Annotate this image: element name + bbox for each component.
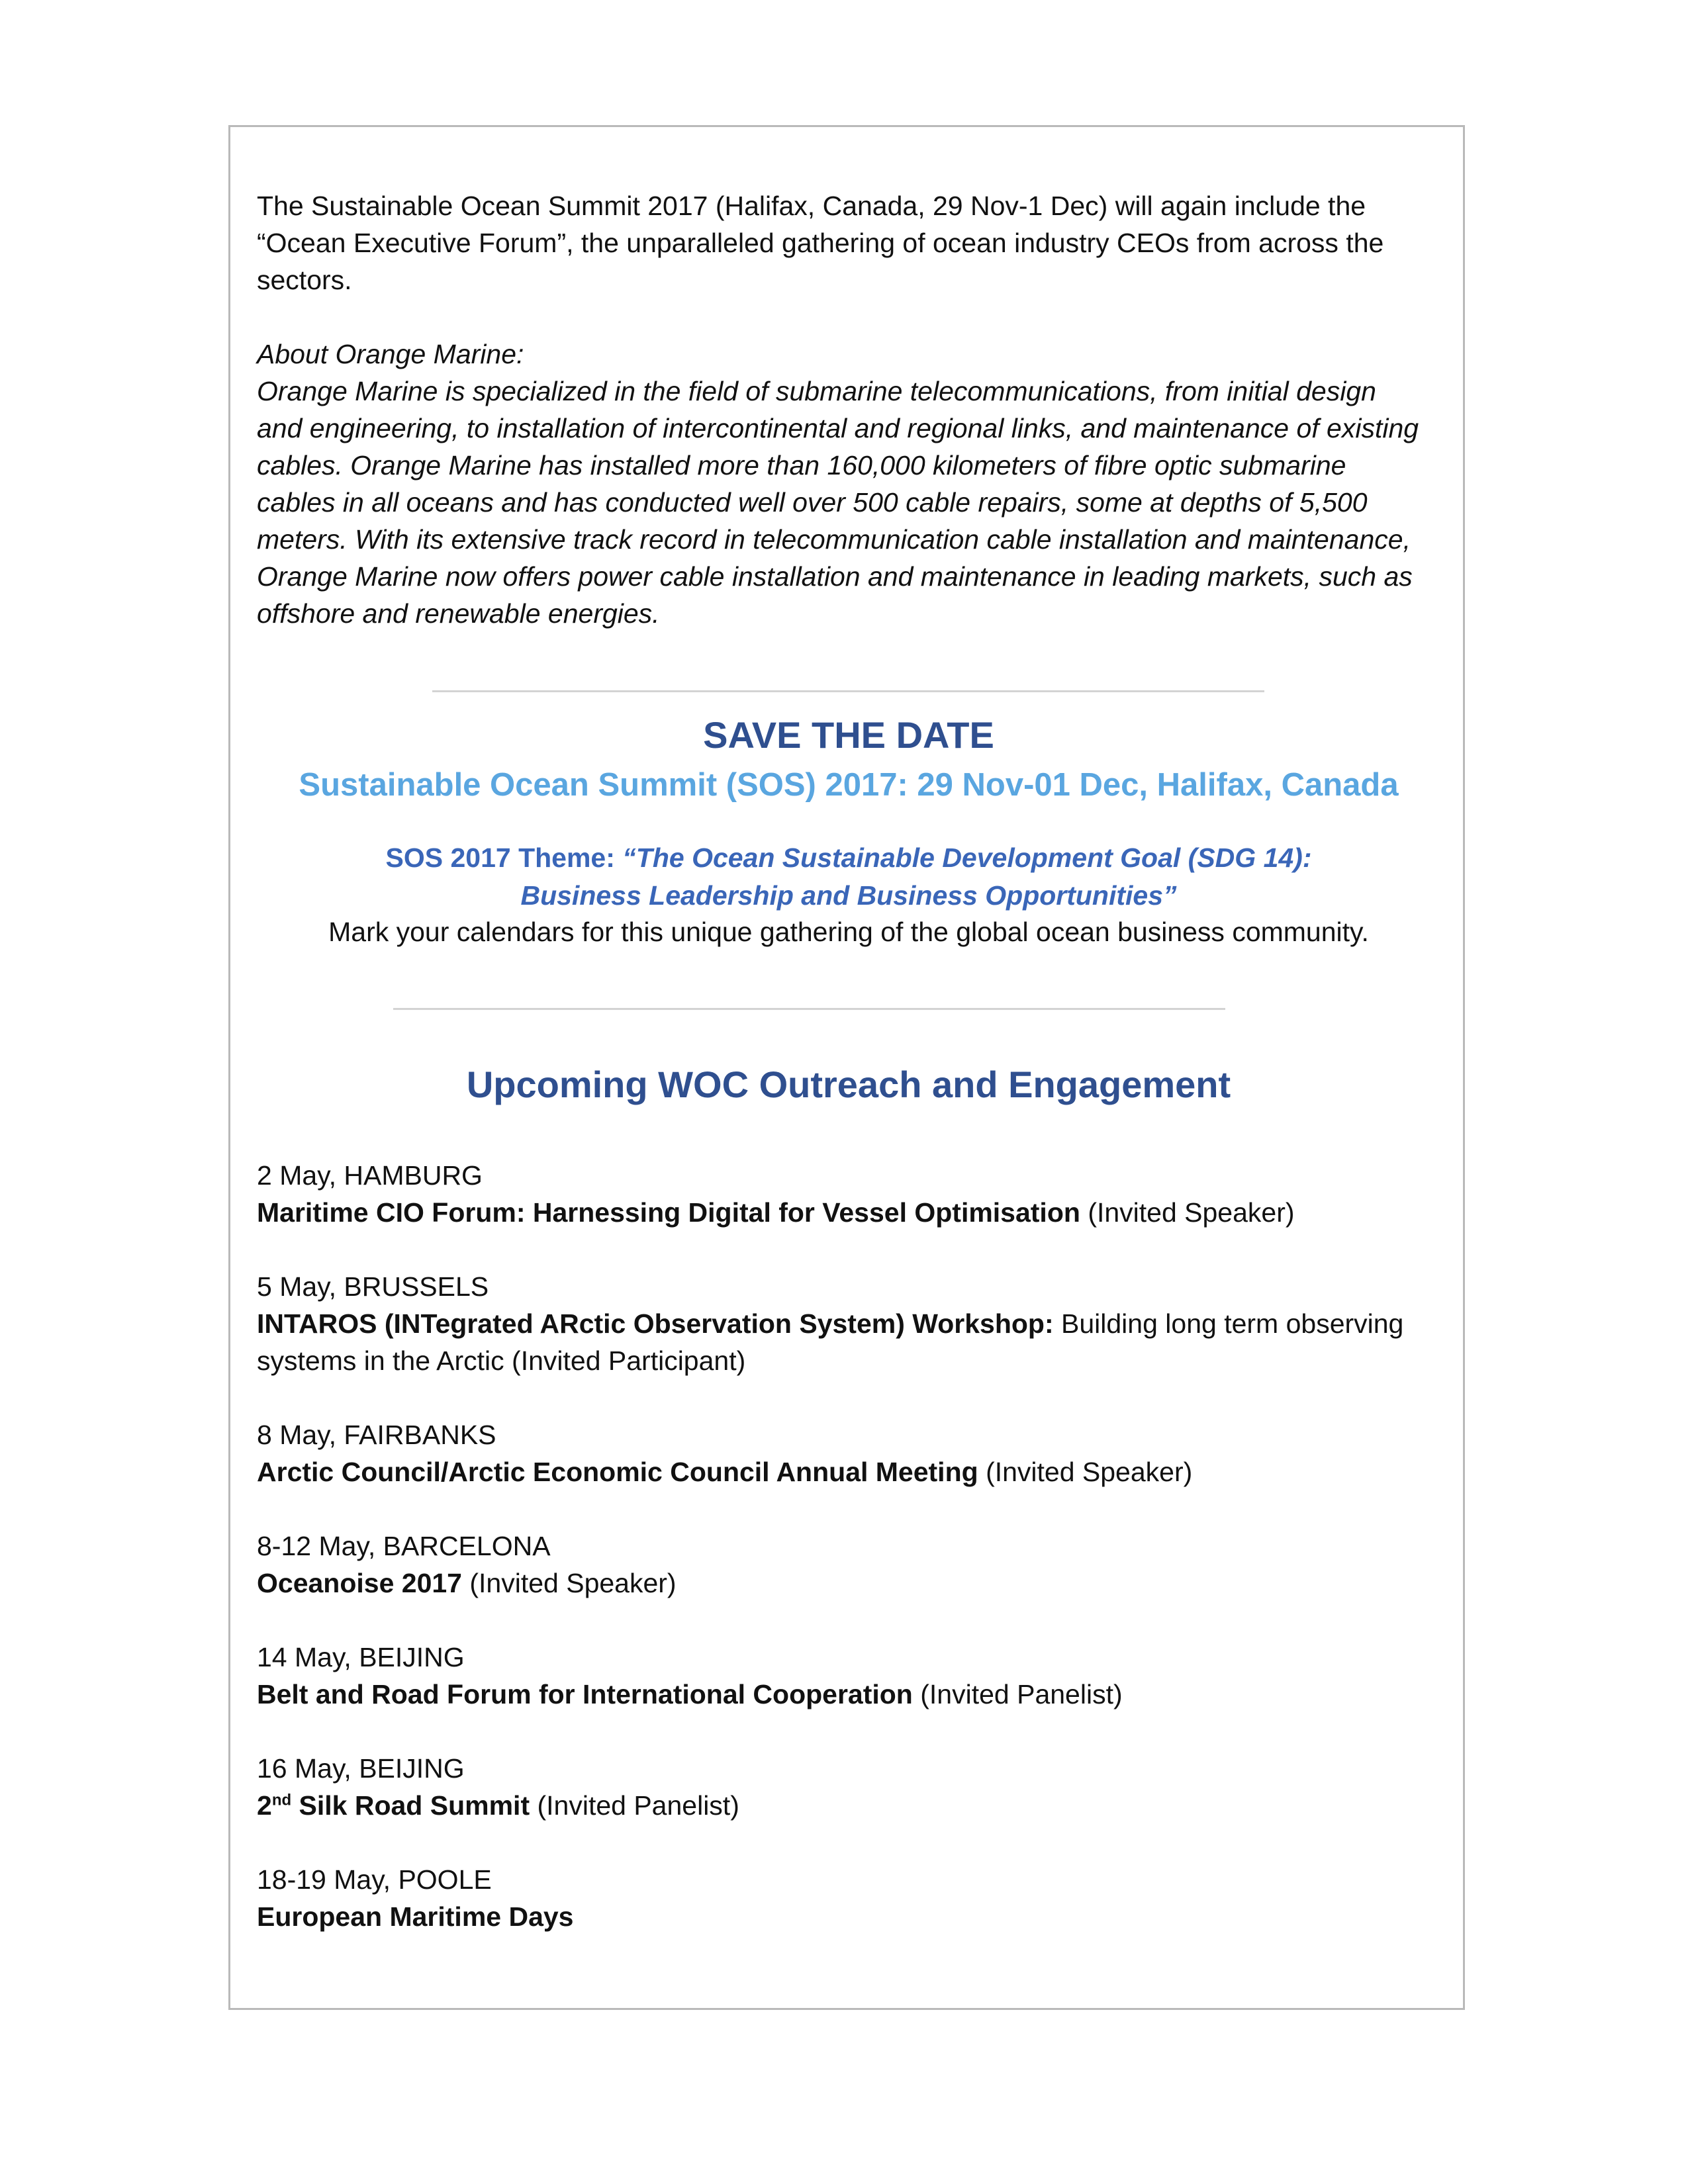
event-when: 2 May, HAMBURG <box>257 1160 483 1191</box>
event-title: European Maritime Days <box>257 1901 574 1932</box>
event-what <box>257 1787 1440 1824</box>
event-what <box>257 1898 1440 1935</box>
event-role: (Invited Speaker) <box>461 1568 677 1598</box>
event-role: Building long term observing systems in the Arctic (Invited Participant) <box>257 1308 1404 1376</box>
theme-quote-1: “The Ocean Sustainable Development Goal (SDG 14): <box>622 842 1312 873</box>
event-when: 8-12 May, BARCELONA <box>257 1531 551 1561</box>
newsletter-content <box>257 187 1422 1932</box>
event-title-ordinal: nd <box>271 1791 292 1809</box>
event-what <box>257 1305 1440 1379</box>
event-when: 5 May, BRUSSELS <box>257 1271 489 1302</box>
event-title-number: 2 <box>257 1790 272 1821</box>
event-title: INTAROS (INTegrated ARctic Observation System) Workshop: <box>257 1308 1054 1339</box>
mark-calendar-text: Mark your calendars for this unique gathering of the global ocean business community. <box>328 917 1369 947</box>
event-item <box>257 1639 1440 1713</box>
divider-1 <box>432 690 1264 692</box>
event-role: (Invited Speaker) <box>1080 1197 1295 1228</box>
event-item <box>257 1861 1440 1935</box>
event-when: 18-19 May, POOLE <box>257 1864 492 1895</box>
intro-paragraph: The Sustainable Ocean Summit 2017 (Halifax, Canada, 29 Nov-1 Dec) will again include the “Ocean Executive Forum”, the unparalleled gathering of ocean industry CEOs from across the sectors. <box>257 191 1384 295</box>
event-what <box>257 1453 1440 1490</box>
summit-date-line: Sustainable Ocean Summit (SOS) 2017: 29 Nov-01 Dec, Halifax, Canada <box>299 767 1399 803</box>
theme-label: SOS 2017 Theme: <box>385 842 623 873</box>
event-title: Silk Road Summit <box>291 1790 530 1821</box>
event-role: (Invited Panelist) <box>912 1679 1123 1709</box>
event-when: 8 May, FAIRBANKS <box>257 1420 496 1450</box>
save-the-date-title: SAVE THE DATE <box>703 714 994 756</box>
about-heading: About Orange Marine: <box>257 339 524 369</box>
event-role: (Invited Panelist) <box>530 1790 739 1821</box>
about-orange-marine <box>257 336 1422 632</box>
event-when: 14 May, BEIJING <box>257 1642 465 1672</box>
theme-quote-2: Business Leadership and Business Opportunities” <box>520 880 1177 911</box>
event-when: 16 May, BEIJING <box>257 1753 465 1784</box>
event-title: Belt and Road Forum for International Cooperation <box>257 1679 913 1709</box>
event-list <box>257 1157 1440 1972</box>
event-item <box>257 1750 1440 1824</box>
event-item <box>257 1268 1440 1379</box>
event-title: Oceanoise 2017 <box>257 1568 462 1598</box>
event-what <box>257 1565 1440 1602</box>
divider-2 <box>393 1008 1225 1010</box>
about-body: Orange Marine is specialized in the field of submarine telecommunications, from initial design and engineering, to installation of intercontinental and regional links, and maintenance of existing cables. Orange Marine has installed more than 160,000 kilometers of fibre optic submarine cables in all oceans and has conducted well over 500 cable repairs, some at depths of 5,500 meters. With its extensive track record in telecommunication cable installation and maintenance, Orange Marine now offers power cable installation and maintenance in leading markets, such as offshore and renewable energies. <box>257 376 1419 629</box>
event-what <box>257 1194 1440 1231</box>
event-what <box>257 1676 1440 1713</box>
event-item <box>257 1416 1440 1490</box>
event-item <box>257 1527 1440 1602</box>
event-title: Arctic Council/Arctic Economic Council Annual Meeting <box>257 1457 978 1487</box>
upcoming-title: Upcoming WOC Outreach and Engagement <box>466 1064 1231 1105</box>
event-role: (Invited Speaker) <box>978 1457 1193 1487</box>
theme-line-1 <box>257 839 1440 877</box>
summit-theme <box>257 839 1440 915</box>
event-item <box>257 1157 1440 1231</box>
event-title: Maritime CIO Forum: Harnessing Digital for Vessel Optimisation <box>257 1197 1080 1228</box>
